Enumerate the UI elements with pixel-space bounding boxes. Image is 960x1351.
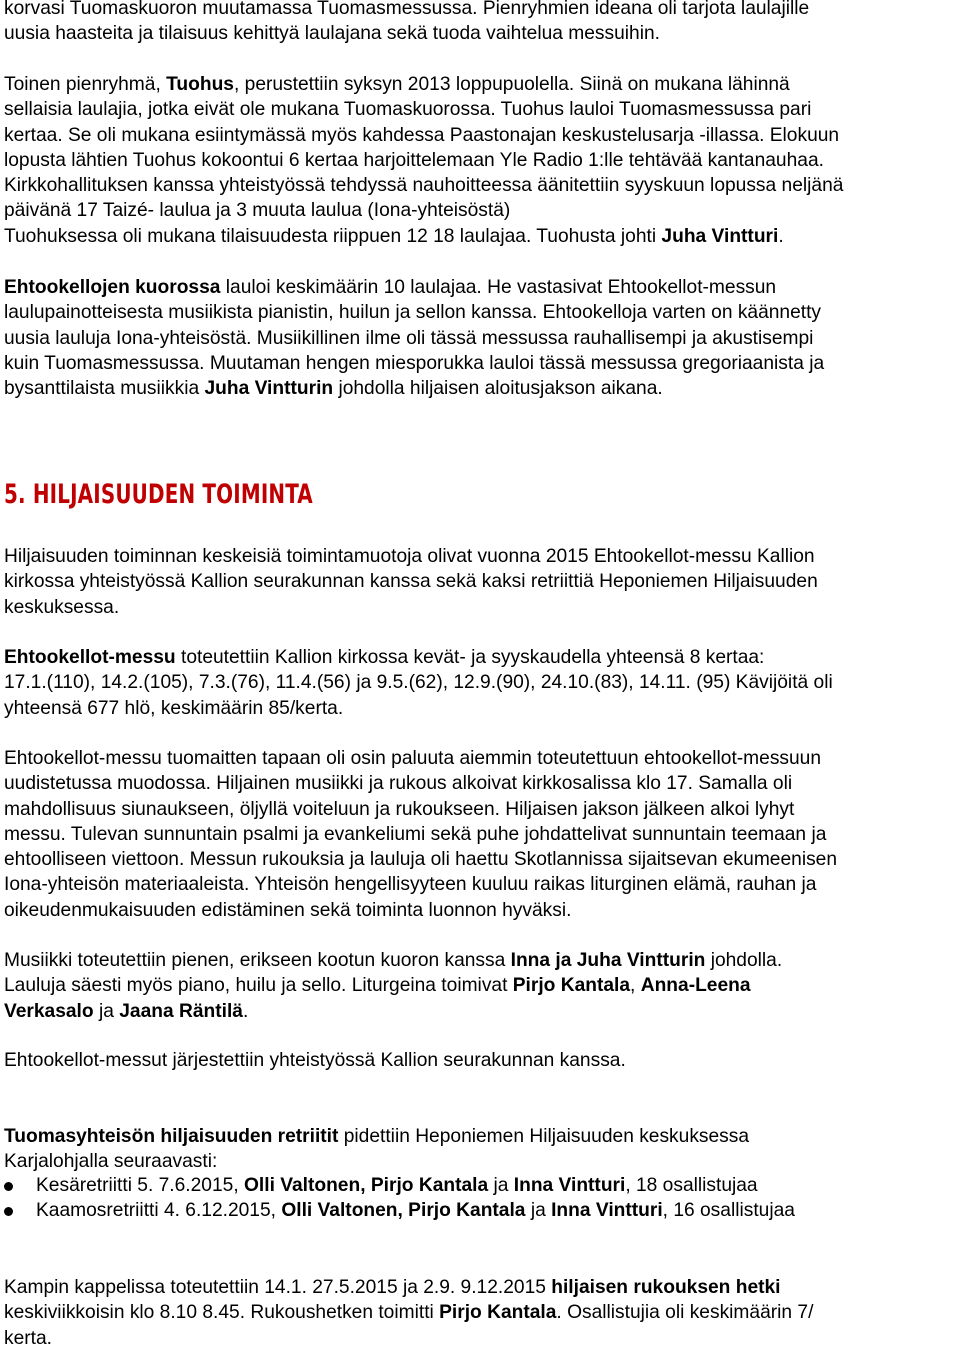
bullet-icon <box>4 1182 13 1191</box>
paragraph-ehtookellot-messu: Ehtookellot-messu toteutettiin Kallion kirkossa kevät- ja syyskaudella yhteensä 8 kertaa: 17.1.(110), 14.2.(105), 7.3.(76), 11.4.(56) ja 9.5.(62), 12.9.(90), 24.10.(83), 14.11. (95) Kävijöitä oli yhteensä 677 hlö, keskimäärin 85/kerta. <box>4 647 833 719</box>
paragraph-kamppi-chapel: Kampin kappelissa toteutettiin 14.1. 27.5.2015 ja 2.9. 9.12.2015 hiljaisen rukouksen hetki keskiviikkoisin klo 8.10 8.45. Rukoushetken toimitti Pirjo Kantala. Osallistujia oli keskimäärin 7/ kerta. <box>4 1277 814 1349</box>
paragraph-hiljaisuus-intro: Hiljaisuuden toiminnan keskeisiä toimintamuotoja olivat vuonna 2015 Ehtookellot-messu Kallion kirkossa yhteistyössä Kallion seurakunnan kanssa sekä kaksi retriittiä Heponiemen Hiljaisuuden keskuksessa. <box>4 546 818 618</box>
paragraph-retreats: Tuomasyhteisön hiljaisuuden retriitit pidettiin Heponiemen Hiljaisuuden keskuksessa Karjalohjalla seuraavasti: <box>4 1126 750 1173</box>
bullet-icon <box>4 1207 13 1216</box>
section-heading: 5. HILJAISUUDEN TOIMINTA <box>4 479 313 510</box>
paragraph-music-liturgists: Musiikki toteutettiin pienen, erikseen kootun kuoron kanssa Inna ja Juha Vintturin johdolla. Lauluja säesti myös piano, huilu ja sello. Liturgeina toimivat Pirjo Kantala, Anna-Leena Verkasalo ja Jaana Räntilä. <box>4 950 783 1022</box>
paragraph-messu-description: Ehtookellot-messu tuomaitten tapaan oli osin paluuta aiemmin toteutettuun ehtookellot-messuun uudistetussa muodossa. Hiljainen musiikki ja rukous alkoivat kirkkosalissa klo 17. Samalla oli mahdollisuus siunaukseen, öljyllä voiteluun ja rukoukseen. Hiljaisen jakson jälkeen alkoi lyhyt messu. Tulevan sunnuntain psalmi ja evankeliumi sekä puhe johdattelivat sunnuntain teemaan ja ehtoolliseen viettoon. Messun rukouksia ja lauluja oli haettu Skotlannissa sijaitsevan ekumeenisen Iona-yhteisön materiaaleista. Yhteisön hengellisyyteen kuuluu raikas liturginen elämä, rauhan ja oikeudenmukaisuuden edistäminen sekä toiminta luonnon hyväksi. <box>4 748 838 921</box>
list-item: Kaamosretriitti 4. 6.12.2015, Olli Valtonen, Pirjo Kantala ja Inna Vintturi, 16 osallistujaa <box>0 1198 950 1223</box>
paragraph-cooperation: Ehtookellot-messut järjestettiin yhteistyössä Kallion seurakunnan kanssa. <box>4 1050 626 1071</box>
list-item: Kesäretriitti 5. 7.6.2015, Olli Valtonen, Pirjo Kantala ja Inna Vintturi, 18 osallistujaa <box>0 1173 950 1198</box>
paragraph-small-groups-intro: korvasi Tuomaskuoron muutamassa Tuomasmessussa. Pienryhmien ideana oli tarjota laulajille uusia haasteita ja tilaisuus kehittyä laulajana sekä tuoda vaihtelua messuihin. <box>4 0 810 45</box>
paragraph-ehtookellojen-kuoro: Ehtookellojen kuorossa lauloi keskimäärin 10 laulajaa. He vastasivat Ehtookellot-messun laulupainotteisesta musiikista pianistin, huilun ja sellon kanssa. Ehtookelloja varten on käännetty uusia lauluja Iona-yhteisöstä. Musiikillinen ilme oli tässä messussa rauhallisempi ja akustisempi kuin Tuomasmessussa. Muutaman hengen miesporukka lauloi tässä messussa gregoriaanista ja bysanttilaista musiikkia Juha Vintturin johdolla hiljaisen aloitusjakson aikana. <box>4 277 825 400</box>
retreat-list <box>0 1173 950 1224</box>
paragraph-tuohus: Toinen pienryhmä, Tuohus, perustettiin syksyn 2013 loppupuolella. Siinä on mukana lähinnä sellaisia laulajia, jotka eivät ole mukana Tuomaskuorossa. Tuohus lauloi Tuomasmessussa pari kertaa. Se oli mukana esiintymässä myös kahdessa Paastonajan keskustelusarja -illassa. Elokuun lopusta lähtien Tuohus kokoontui 6 kertaa harjoittelemaan Yle Radio 1:lle tehtävää kantanauhaa. Kirkkohallituksen kanssa yhteistyössä tehdyssä nauhoitteessa äänitettiin syyskuun lopussa neljänä päivänä 17 Taizé- laulua ja 3 muuta laulua (Iona-yhteisöstä) Tuohuksessa oli mukana tilaisuudesta riippuen 12 18 laulajaa. Tuohusta johti Juha Vintturi. <box>4 74 844 247</box>
